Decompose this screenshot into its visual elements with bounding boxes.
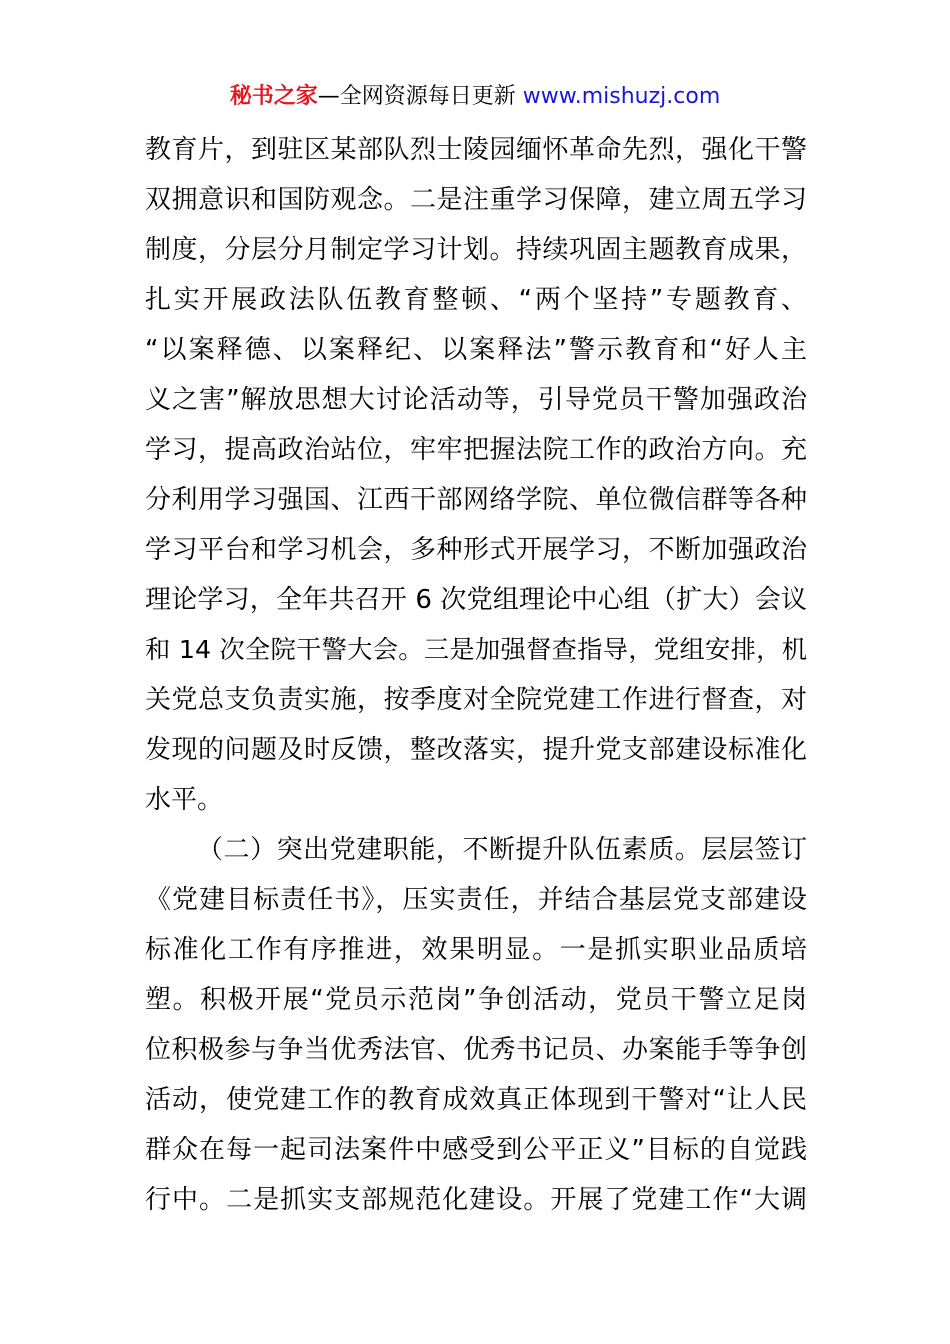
site-url[interactable]: www.mishuzj.com: [522, 84, 721, 109]
text-line: 和 14 次全院干警大会。三是加强督查指导，党组安排，机: [145, 635, 807, 664]
text-line: 理论学习，全年共召开 6 次党组理论中心组（扩大）会议: [145, 585, 807, 615]
text-line: “以案释德、以案释纪、以案释法”警示教育和“好人主: [145, 335, 807, 365]
text-line: 行中。二是抓实支部规范化建设。开展了党建工作“大调: [145, 1185, 807, 1215]
site-header: [0, 82, 950, 112]
text-line: 发现的问题及时反馈，整改落实，提升党支部建设标准化: [145, 735, 807, 765]
text-line: 义之害”解放思想大讨论活动等，引导党员干警加强政治: [145, 385, 807, 415]
text-line: 制度，分层分月制定学习计划。持续巩固主题教育成果，: [145, 235, 807, 265]
text-line: 双拥意识和国防观念。二是注重学习保障，建立周五学习: [145, 185, 807, 215]
site-name: 秘书之家: [229, 84, 318, 109]
text-line: 位积极参与争当优秀法官、优秀书记员、办案能手等争创: [145, 1035, 807, 1065]
text-line: 分利用学习强国、江西干部网络学院、单位微信群等各种: [145, 485, 807, 515]
text-line: 群众在每一起司法案件中感受到公平正义”目标的自觉践: [145, 1135, 807, 1165]
text-line: 扎实开展政法队伍教育整顿、“两个坚持”专题教育、: [145, 285, 807, 315]
text-line: 学习平台和学习机会，多种形式开展学习，不断加强政治: [145, 535, 807, 565]
site-slogan: —全网资源每日更新: [317, 84, 516, 109]
text-line: 标准化工作有序推进，效果明显。一是抓实职业品质培: [145, 935, 807, 965]
text-line: （二）突出党建职能，不断提升队伍素质。层层签订: [197, 835, 807, 865]
text-line: 学习，提高政治站位，牢牢把握法院工作的政治方向。充: [145, 435, 807, 465]
paragraph-1: [145, 125, 807, 825]
text-line: 关党总支负责实施，按季度对全院党建工作进行督查，对: [145, 685, 807, 715]
document-body: [145, 125, 807, 1225]
text-line: 塑。积极开展“党员示范岗”争创活动，党员干警立足岗: [145, 985, 807, 1015]
paragraph-2: [145, 825, 807, 1225]
text-line: 教育片，到驻区某部队烈士陵园缅怀革命先烈，强化干警: [145, 135, 807, 165]
text-line: 《党建目标责任书》，压实责任，并结合基层党支部建设: [145, 885, 807, 915]
text-line: 水平。: [145, 785, 224, 815]
text-line: 活动，使党建工作的教育成效真正体现到干警对“让人民: [145, 1085, 807, 1115]
